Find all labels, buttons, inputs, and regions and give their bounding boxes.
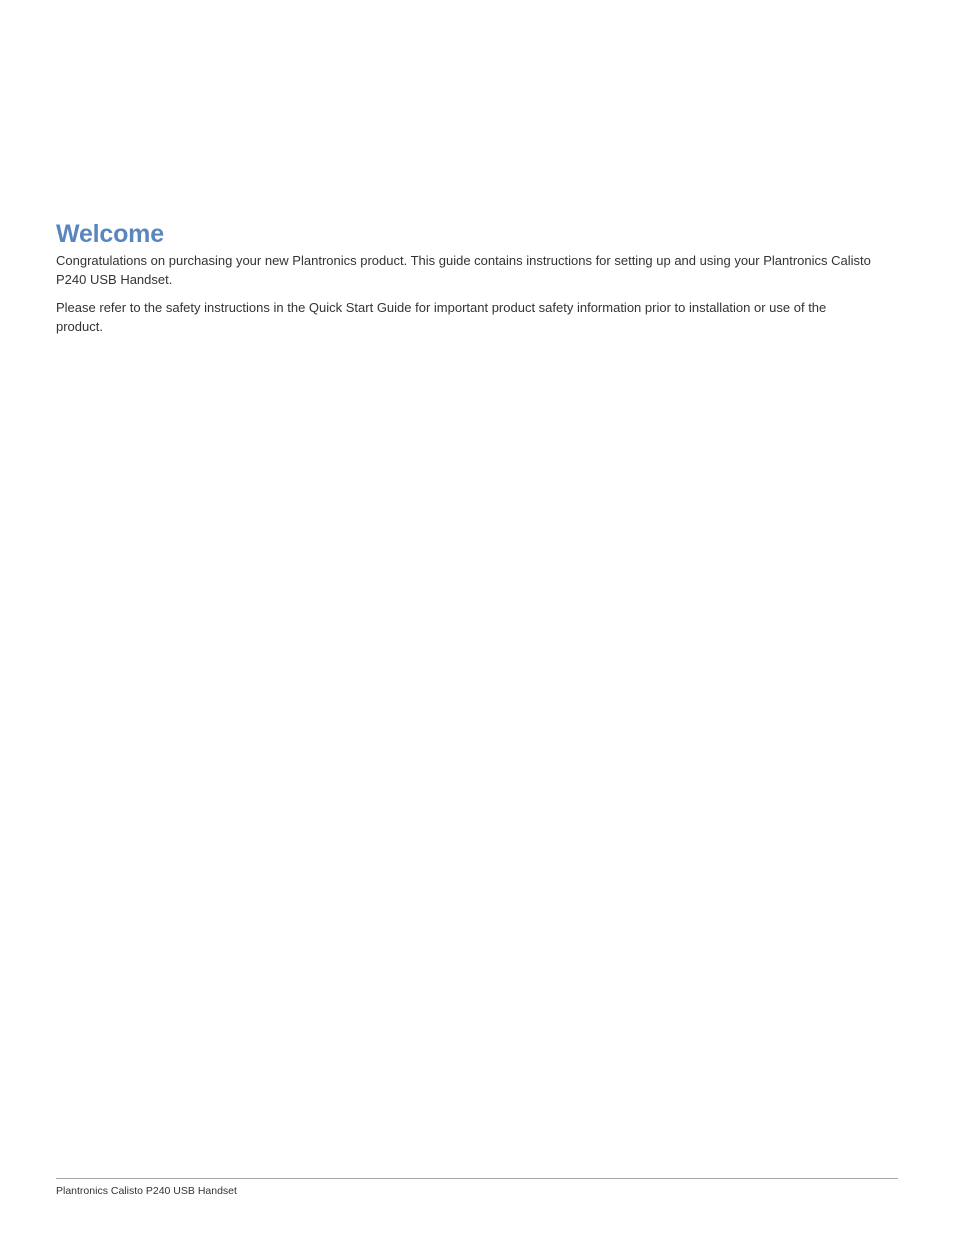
main-content xyxy=(56,219,876,336)
footer-divider xyxy=(56,1178,898,1179)
safety-paragraph: Please refer to the safety instructions in the Quick Start Guide for important product safety information prior to installation or use of the product. xyxy=(56,300,827,334)
page-title: Welcome xyxy=(56,220,164,248)
footer-product-name: Plantronics Calisto P240 USB Handset xyxy=(56,1185,237,1197)
intro-paragraph: Congratulations on purchasing your new Plantronics product. This guide contains instructions for setting up and using your Plantronics Calisto P240 USB Handset. xyxy=(56,253,871,287)
